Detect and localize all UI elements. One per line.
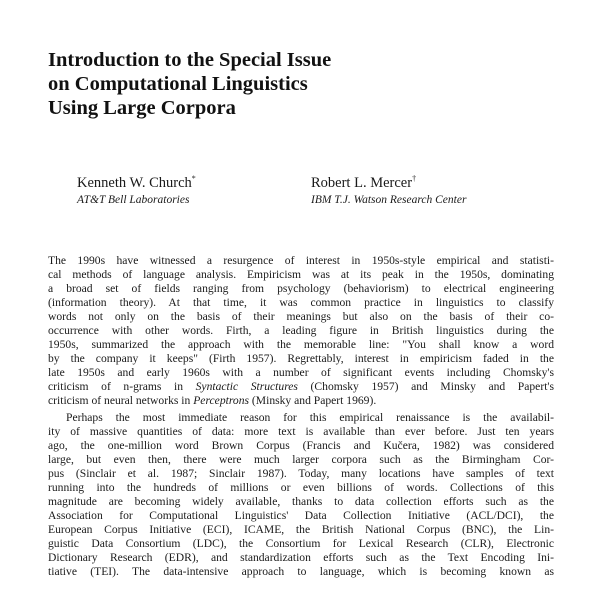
title-line-2: on Computational Linguistics (48, 73, 308, 95)
author-2-affiliation: IBM T.J. Watson Research Center (311, 193, 467, 206)
p2-line-8: Association for Computational Linguistics' Data Collection Initiative (ACL/DCI), the (48, 508, 554, 522)
p1-line-3: a broad set of fields ranging from psychology (behaviorism) to electrical engineering (48, 282, 554, 296)
body-text (48, 254, 554, 579)
author-1-marker: * (191, 174, 196, 183)
syntactic-structures-title: Syntactic Structures (195, 380, 298, 394)
p1-line-6: occurrence with other words. Firth, a leading figure in British linguistics during the (48, 324, 554, 338)
author-1 (77, 170, 196, 208)
p2-line-2: ity of massive quantities of data: more text is available than ever before. Just ten years (48, 424, 554, 438)
author-1-name-line (77, 170, 196, 192)
p2-line-9: European Corpus Initiative (ECI), ICAME, the British National Corpus (BNC), the Lin- (48, 522, 554, 536)
perceptrons-title: Perceptrons (193, 394, 250, 408)
p2-line-5: pus (Sinclair et al. 1987; Sinclair 1987). Today, many locations have samples of text (48, 466, 554, 480)
author-2-name-line (311, 170, 466, 192)
p1-line-1: The 1990s have witnessed a resurgence of interest in 1950s-style empirical and statisti- (48, 254, 554, 267)
p1-line-7: 1950s, summarized the approach with the memorable line: "You shall know a word (48, 338, 554, 352)
paragraph-2 (48, 411, 554, 580)
title-line-1: Introduction to the Special Issue (48, 49, 332, 71)
p1-line-10 (48, 380, 554, 394)
p1-line-9: late 1950s and early 1960s with a number of significant events including Chomsky's (48, 366, 554, 380)
p1-line-2: cal methods of language analysis. Empiricism was at its peak in the 1950s, dominating (48, 268, 554, 282)
p2-line-3: ago, the one-million word Brown Corpus (Francis and Kučera, 1982) was considered (48, 438, 554, 452)
p1-line-11 (48, 394, 554, 408)
p2-line-7: magnitude are becoming widely available, thanks to data collection efforts such as the (48, 494, 554, 508)
p2-line-6: running into the hundreds of millions or even billions of words. Collections of this (48, 480, 554, 494)
author-2-marker: † (412, 174, 417, 183)
p1-line-5: words not only on the basis of their meanings but also on the basis of their co- (48, 310, 554, 324)
p2-line-11: Dictionary Research (EDR), and standardization efforts such as the Text Encoding Ini- (48, 550, 554, 564)
author-1-name: Kenneth W. Church (77, 174, 192, 191)
author-2-name: Robert L. Mercer (311, 174, 413, 191)
p1-line-4: (information theory). At that time, it was common practice in linguistics to classify (48, 296, 554, 310)
p2-line-12: tiative (TEI). The data-intensive approach to language, which is becoming known as (48, 565, 554, 579)
p1-line-11-b: (Minsky and Papert 1969). (249, 394, 377, 408)
p2-line-10: guistic Data Consortium (LDC), the Consortium for Lexical Research (CLR), Electronic (48, 536, 554, 550)
title-line-3: Using Large Corpora (48, 97, 236, 119)
p1-line-11-a: criticism of neural networks in (48, 394, 194, 408)
author-1-affiliation: AT&T Bell Laboratories (77, 193, 190, 206)
author-2 (311, 170, 466, 208)
p2-line-1: Perhaps the most immediate reason for this empirical renaissance is the availabil- (66, 410, 554, 424)
p1-line-10-a: criticism of n-grams in (48, 380, 196, 394)
paper-title (48, 48, 488, 120)
p2-line-4: large, but even then, there were much larger corpora such as the Birmingham Cor- (48, 452, 554, 466)
p1-line-10-b: (Chomsky 1957) and Minsky and Papert's (297, 380, 554, 394)
p1-line-8: by the company it keeps" (Firth 1957). Regrettably, interest in empiricism faded in the (48, 352, 554, 366)
paragraph-1 (48, 254, 554, 409)
